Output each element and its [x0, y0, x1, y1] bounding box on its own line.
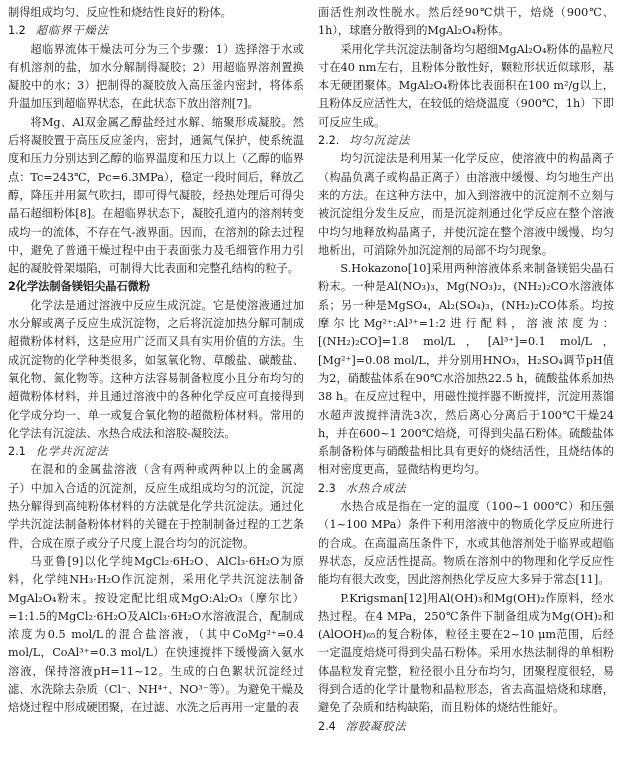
paragraph: 在混和的金属盐溶液（含有两种或两种以上的金属离子）中加入合适的沉淀剂，反应生成组成均匀的沉淀，沉淀热分解得到高纯粉体材料的方法就是化学共沉淀法。通过化学共沉淀法制备粉体材料的关键在于控制制备过程的工艺条件，合成在原子或分子尺度上混合均匀的沉淀物。 [8, 463, 304, 550]
paragraph: P.Krigsman[12]用Al(OH)₃和Mg(OH)₂作原料，经水热过程。在4 MPa，250℃条件下制备组成为Mg(OH)₂和(AlOOH)₆₅的复合粉体，粒径主要在2~10 μm范围，后经一定温度焙烧可得到尖晶石粉体。采用水热法制得的单相粉体晶粒发育完整，粒径很小且分布均匀，团聚程度很轻，易得到合适的化学计量物和晶粒形态，省去高温焙烧和球磨，避免了杂质和结构缺陷，而且粉体的烧结性能好。 [318, 591, 614, 715]
paragraph: 制得组成均匀、反应性和烧结性良好的粉体。 [8, 6, 232, 19]
heading-number: 2.2. [318, 134, 340, 148]
paragraph: 采用化学共沉淀法制备均匀超细MgAl₂O₄粉体的晶粒尺寸在40 nm左右，且粉体分散性好，颗粒形状近似球形，基本无硬团聚体。MgAl₂O₄粉体比表面积在100 m²/g以上，且粉体反应活性大，在较低的焙烧温度（900℃，1h）下即可反应生成。 [318, 42, 614, 129]
heading-title: 化学共沉淀法 [35, 445, 109, 459]
heading-number: 2 [8, 280, 16, 294]
paragraph: 均匀沉淀法是利用某一化学反应，使溶液中的构晶离子（构晶负离子或构晶正离子）由溶液中缓慢、均匀地生产出来的方法。在这种方法中，加入到溶液中的沉淀剂不立刻与被沉淀组分发生反应，而是沉淀剂通过化学反应在整个溶液中均匀地释放构晶离子，并使沉淀在整个溶液中缓慢、均匀地析出，可消除外加沉淀剂的局部不均匀现象。 [318, 152, 614, 257]
subsection-heading [318, 480, 614, 498]
paragraph: 水热合成是指在一定的温度（100~1 000℃）和压强（1~100 MPa）条件下利用溶液中的物质化学反应所进行的合成。在高温高压条件下，水或其他溶剂处于临界或超临界状态，反应活性提高。物质在溶剂中的物理和化学反应性能均有很大改变，因此溶剂热化学反应大多异于常态[11]。 [318, 500, 614, 587]
subsection-heading [8, 443, 304, 461]
paragraph: 超临界流体干燥法可分为三个步骤：1）选择溶于水或有机溶剂的盐，加水分解制得凝胶；2）用超临界溶剂置换凝胶中的水；3）把制得的凝胶放入高压釜内密封，将体系升温加压到超临界状态，在此状态下放出溶剂[7]。 [8, 42, 304, 111]
paragraph: 面活性剂改性脱水。然后经90℃烘干，焙烧（900℃、1h），球磨分散得到的MgAl₂O₄粉体。 [318, 6, 614, 38]
paragraph: 马亚鲁[9]以化学纯MgCl₂·6H₂O、AlCl₃·6H₂O为原料，化学纯NH₃·H₂O作沉淀剂，采用化学共沉淀法制备MgAl₂O₄粉末。按设定配比组成MgO:Al₂O₃（摩尔比）=1:1.5的MgCl₂·6H₂O及AlCl₃·6H₂O水溶液混合，配制成浓度为0.5 mol/L的混合盐溶液，（其中CoMg²⁺=0.4 mol/L，CoAl³⁺=0.3 mol/L）在快速搅拌下缓慢滴入氨水溶液，保持溶液pH=11~12。生成的白色絮状沉淀经过滤、水洗除去杂质（Cl⁻、NH⁴⁺、NO³⁻等）。为避免干燥及焙烧过程中形成硬团聚，在过滤、水洗之后再用一定量的表 [8, 554, 304, 715]
section-heading [8, 278, 304, 296]
paragraph: 化学法是通过溶液中反应生成沉淀。它是使溶液通过加水分解或离子反应生成沉淀物，之后将沉淀加热分解可制成超微粉体材料，这是应用广泛而又具有实用价值的方法。生成沉淀物的化学种类很多，如氢氧化物、草酸盐、碳酸盐、氧化物、氮化物等。这种方法容易制备粒度小且分布均匀的超微粉体材料，并且通过溶液中的各种化学反应可直接得到化学成分均一、单一或复合氧化物的超微粉体材料。常用的化学法有沉淀法、水热合成法和溶胶-凝胶法。 [8, 298, 304, 440]
subsection-heading [318, 132, 614, 150]
heading-title: 均匀沉淀法 [349, 134, 411, 148]
heading-number: 2.4 [318, 719, 336, 733]
heading-title: 超临界干燥法 [35, 24, 109, 38]
heading-number: 1.2 [8, 24, 26, 38]
paragraph: 将Mg、Al双金属乙醇盐经过水解、缩聚形成凝胶。然后将凝胶置于高压反应釜内，密封，通氮气保护，使系统温度和压力分别达到乙醇的临界温度和压力以上（乙醇的临界点：Tc=243℃，Pc=6.3MPa），稳定一段时间后，释放乙醇，降压并用氮气吹扫，即可得气凝胶，经热处理后可得尖晶石超细粉体[8]。在超临界状态下，凝胶孔道内的溶剂转变成均一的流体，不存在气-液界面。因而，在溶剂的除去过程中，避免了普通干燥过程中由于表面张力及毛细管作用力引起的凝胶骨架塌陷，可制得大比表面和完整孔结构的粒子。 [8, 115, 304, 276]
heading-number: 2.3 [318, 481, 336, 495]
right-column [318, 4, 614, 736]
paragraph: S.Hokazono[10]采用两种溶液体系来制备镁铝尖晶石粉末。一种是Al(NO₃)₃，Mg(NO₃)₂，(NH₂)₂CO水溶液体系；另一种是MgSO₄，Al₂(SO₄)₃，(NH₂)₂CO体系。均按摩尔比Mg²⁺:Al³⁺=1:2进行配料，溶液浓度为：[(NH₂)₂CO]=1.8 mol/L，[Al³⁺]=0.1 mol/L，[Mg²⁺]=0.08 mol/L，并分别用HNO₃，H₂SO₄调节pH值为2，硝酸盐体系在90℃水浴加热22.5 h，硫酸盐体系加热38 h。在反应过程中，用磁性搅拌器不断搅拌，沉淀用蒸馏水超声波搅拌清洗3次，然后离心分离后于100℃干燥24 h，并在600~1 200℃焙烧，可得到尖晶石粉体。硫酸盐体系制备粉体与硝酸盐相比具有更好的烧结活性，且烧结体的相对密度更高，显微结构更均匀。 [318, 262, 614, 477]
heading-title: 溶胶凝胶法 [345, 719, 407, 733]
subsection-heading [318, 718, 614, 736]
heading-title: 化学法制备镁铝尖晶石微粉 [15, 280, 151, 294]
subsection-heading [8, 22, 304, 40]
left-column [8, 4, 304, 718]
heading-number: 2.1 [8, 445, 26, 459]
heading-title: 水热合成法 [345, 481, 407, 495]
